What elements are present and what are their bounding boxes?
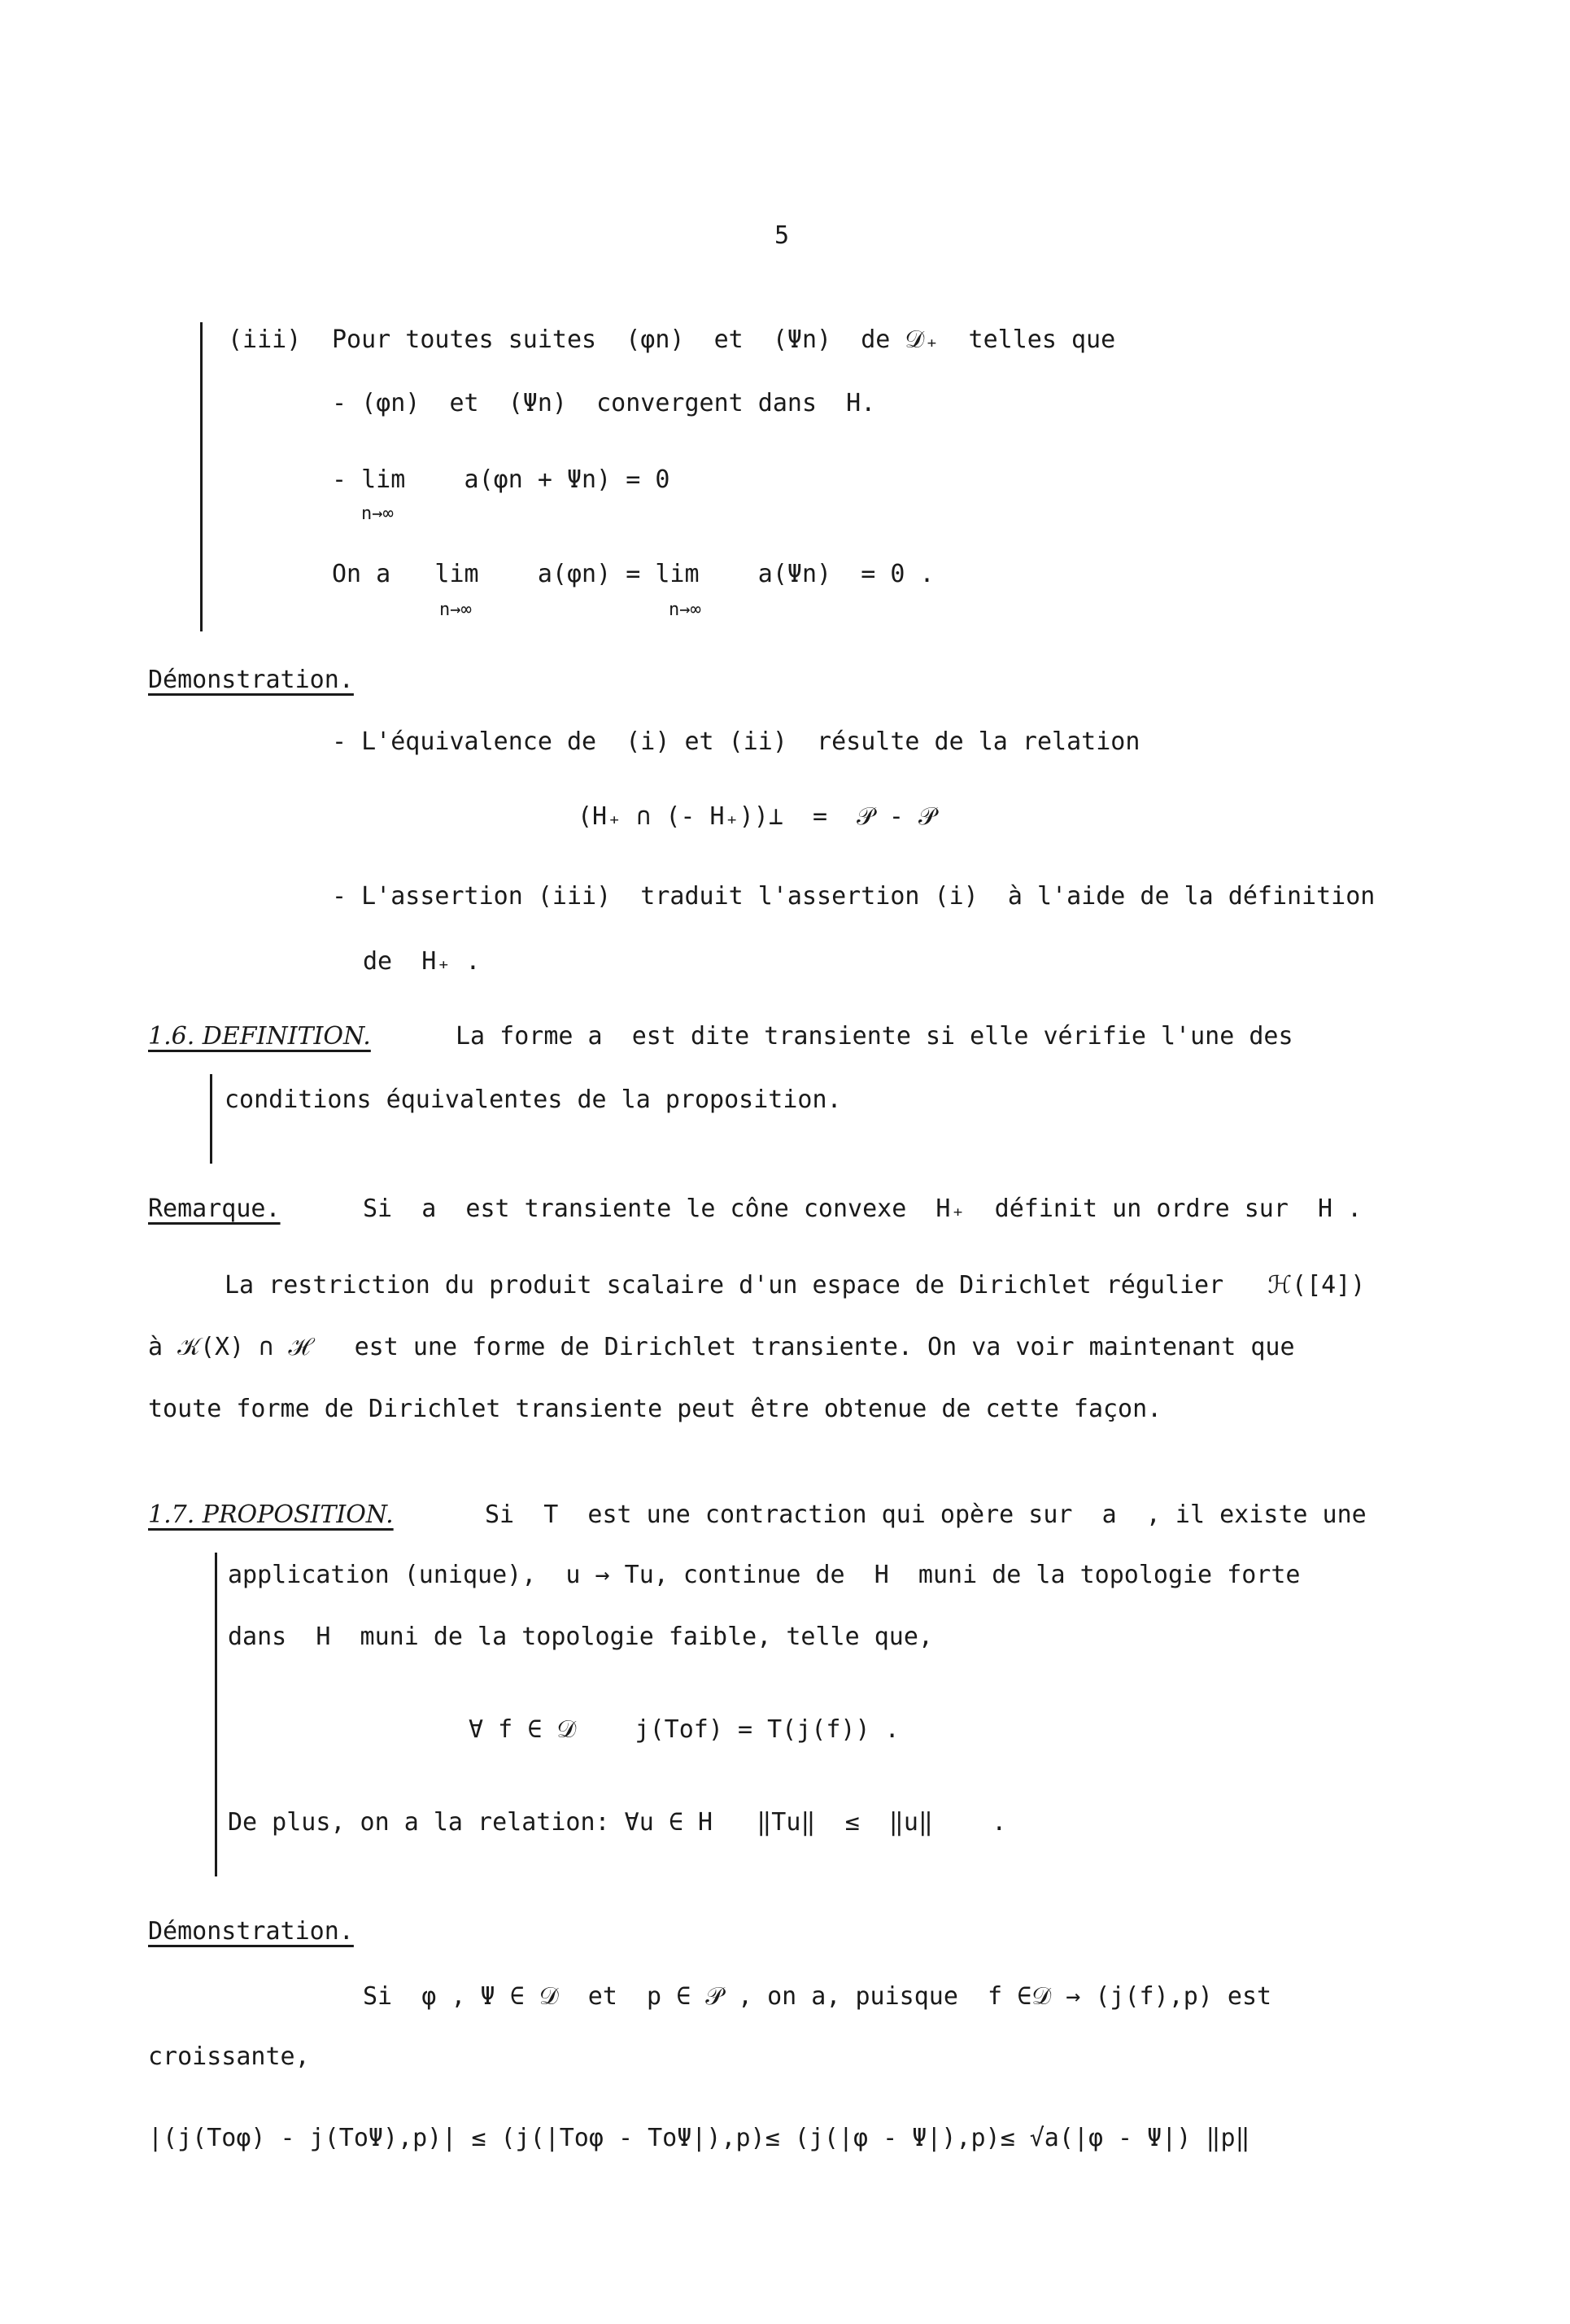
definition-1-6-label: 1.6. DEFINITION. [148, 1022, 371, 1051]
remark-paragraph-line-1: La restriction du produit scalaire d'un espace de Dirichlet régulier ℋ([4]) [225, 1271, 1366, 1300]
proposition-1-7-label: 1.7. PROPOSITION. [148, 1501, 394, 1529]
proposition-1-7-line-3: dans H muni de la topologie faible, telle que, [228, 1623, 933, 1651]
demonstration-1-line-1: - L'équivalence de (i) et (ii) résulte de la relation [332, 727, 1140, 756]
prop-iii-intro: Pour toutes suites (φn) et (Ψn) de 𝒟₊ telles que [332, 325, 1116, 354]
demonstration-2-formula: |(j(Toφ) - j(ToΨ),p)| ≤ (j(|Toφ - ToΨ|),p)≤ (j(|φ - Ψ|),p)≤ √a(|φ - Ψ|) ‖p‖ [148, 2124, 1250, 2152]
proposition-1-7-line-4: De plus, on a la relation: ∀u ∈ H ‖Tu‖ ≤ ‖u‖ . [228, 1808, 1007, 1837]
prop-iii-condition-2: - lim a(φn + Ψn) = 0 [332, 465, 670, 494]
remark-line-1: Si a est transiente le cône convexe H₊ définit un ordre sur H . [363, 1195, 1363, 1223]
prop-iii-condition-2-limit: n→∞ [361, 504, 394, 524]
prop-iii-conclusion-limit-2: n→∞ [669, 600, 701, 620]
proposition-1-7-formula: ∀ f ∈ 𝒟 j(Tof) = T(j(f)) . [469, 1715, 900, 1744]
prop-iii-conclusion-limit-1: n→∞ [439, 600, 472, 620]
prop-iii-label: (iii) [228, 325, 302, 354]
page-number: 5 [774, 221, 790, 250]
demonstration-2-line-2: croissante, [148, 2042, 310, 2071]
margin-bar-proposition [215, 1553, 217, 1876]
prop-iii-conclusion: On a lim a(φn) = lim a(Ψn) = 0 . [332, 560, 935, 588]
definition-1-6-line-1: La forme a est dite transiente si elle vérifie l'une des [456, 1022, 1293, 1051]
prop-iii-condition-1: - (φn) et (Ψn) convergent dans H. [332, 389, 876, 417]
proposition-1-7-line-2: application (unique), u → Tu, continue de H muni de la topologie forte [228, 1561, 1301, 1589]
remark-paragraph-line-3: toute forme de Dirichlet transiente peut être obtenue de cette façon. [148, 1395, 1162, 1423]
demonstration-2-line-1: Si φ , Ψ ∈ 𝒟 et p ∈ 𝒫 , on a, puisque f ∈𝒟 → (j(f),p) est [363, 1982, 1272, 2011]
demonstration-1-line-2: - L'assertion (iii) traduit l'assertion (i) à l'aide de la définition [332, 882, 1376, 911]
proposition-1-7-line-1: Si T est une contraction qui opère sur a , il existe une [485, 1501, 1367, 1529]
remark-label: Remarque. [148, 1195, 281, 1223]
demonstration-1-line-3: de H₊ . [363, 947, 481, 976]
demonstration-heading-2: Démonstration. [148, 1917, 354, 1946]
definition-1-6-line-2: conditions équivalentes de la proposition. [225, 1086, 842, 1114]
remark-paragraph-line-2: à 𝒦(X) ∩ ℋ est une forme de Dirichlet transiente. On va voir maintenant que [148, 1333, 1295, 1361]
margin-bar-prop-iii [200, 322, 203, 631]
demonstration-heading-1: Démonstration. [148, 666, 354, 694]
margin-bar-definition [210, 1074, 212, 1164]
demonstration-1-formula: (H₊ ∩ (- H₊))⊥ = 𝒫 - 𝒫 [578, 802, 936, 831]
